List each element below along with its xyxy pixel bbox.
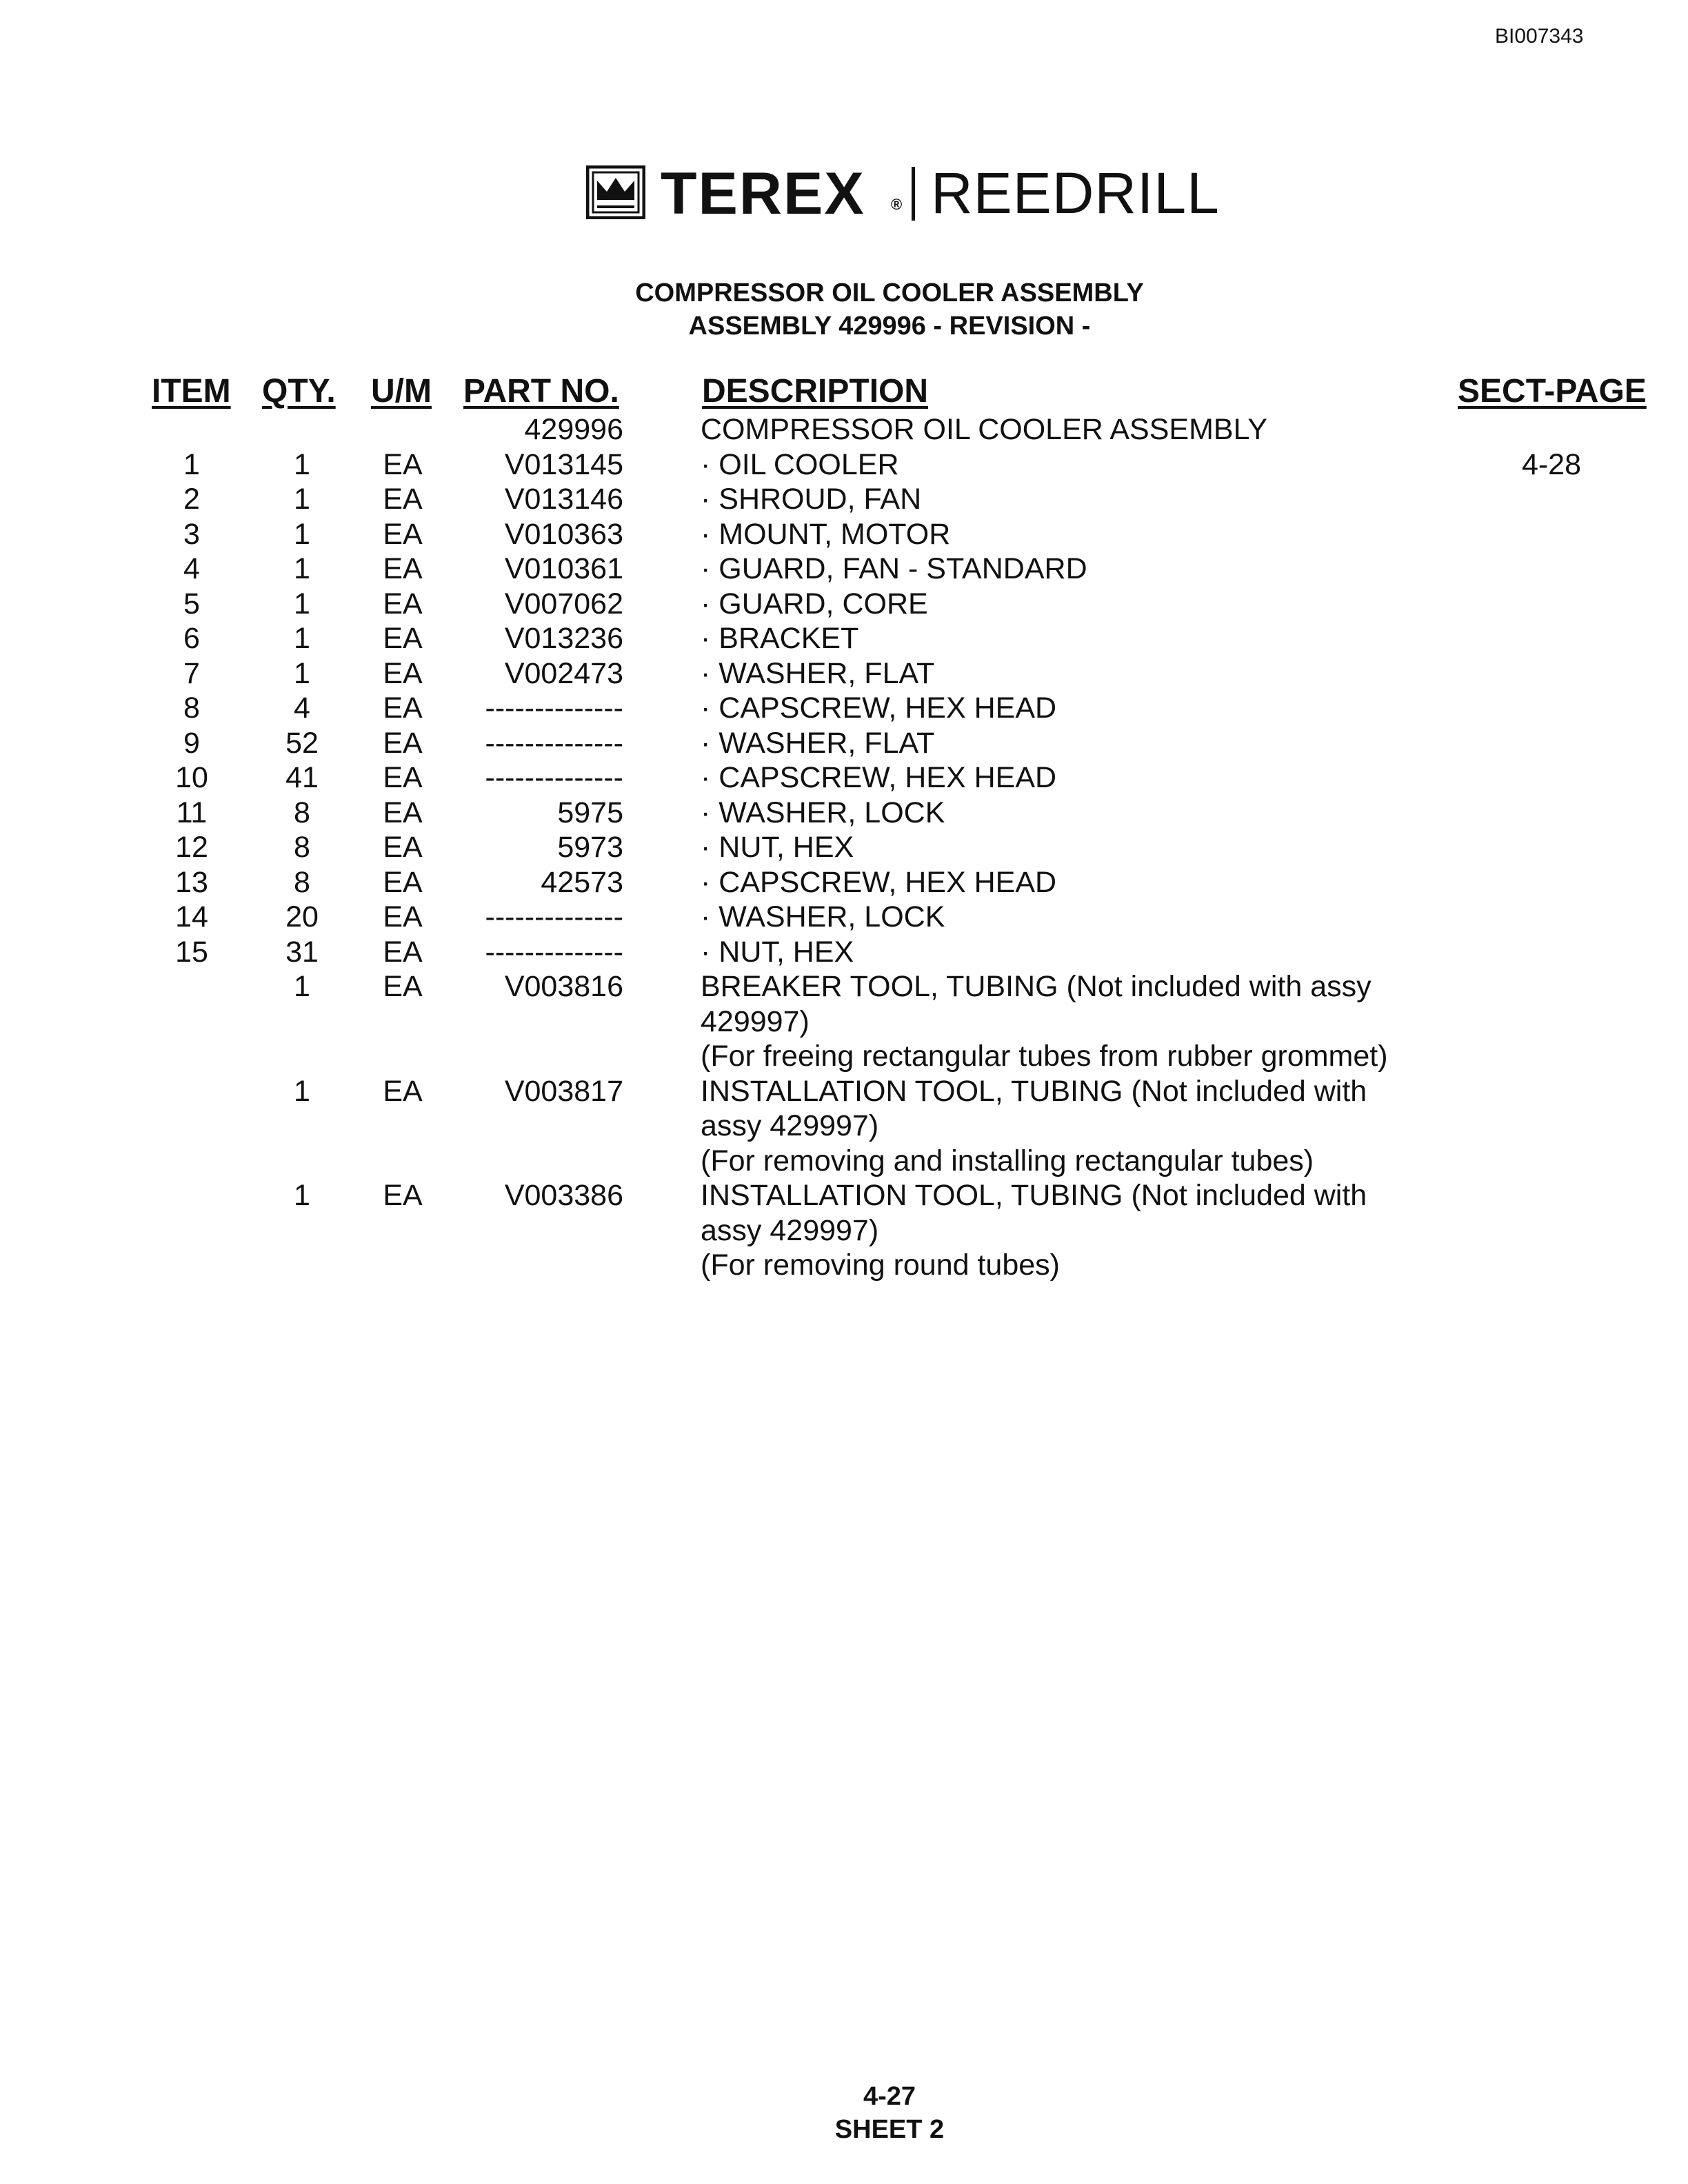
- page-number: 4-27: [863, 2082, 916, 2111]
- item-number: 10: [175, 761, 208, 794]
- part-number: --------------: [485, 935, 623, 969]
- table-row: [0, 830, 1688, 865]
- part-number: V003816: [504, 970, 623, 1003]
- description: [701, 935, 1431, 970]
- sect-page: [1483, 552, 1620, 587]
- quantity: 1: [294, 656, 310, 690]
- table-row: [0, 587, 1688, 622]
- column-header-part-no: PART NO.: [463, 373, 619, 410]
- description-line: COMPRESSOR OIL COOLER ASSEMBLY: [701, 413, 1267, 446]
- unit-of-measure: EA: [383, 935, 423, 969]
- description-line: BREAKER TOOL, TUBING (Not included with assy: [701, 970, 1372, 1003]
- item-number: [150, 1178, 233, 1213]
- quantity: 8: [294, 796, 310, 829]
- description: [701, 691, 1431, 726]
- description-line: · NUT, HEX: [701, 935, 854, 969]
- item-number: 6: [183, 622, 200, 655]
- table-row: [0, 621, 1688, 656]
- description: [701, 447, 1431, 483]
- quantity: 20: [285, 900, 319, 933]
- part-number: V003817: [504, 1074, 623, 1108]
- item-number: 5: [183, 587, 200, 620]
- quantity: 1: [294, 622, 310, 655]
- unit-of-measure: EA: [383, 517, 423, 551]
- sect-page: [1483, 1178, 1620, 1213]
- description: [701, 1074, 1431, 1179]
- unit-of-measure: EA: [383, 1074, 423, 1108]
- sect-page: [1483, 656, 1620, 691]
- sect-page: [1483, 726, 1620, 761]
- table-row: [0, 726, 1688, 761]
- table-row: [0, 760, 1688, 796]
- assembly-revision: ASSEMBLY 429996 - REVISION -: [688, 312, 1091, 341]
- description-line: · SHROUD, FAN: [701, 483, 922, 516]
- quantity: 1: [294, 587, 310, 620]
- part-number: 5973: [557, 831, 623, 864]
- column-header-um: U/M: [371, 373, 432, 410]
- table-row: [0, 517, 1688, 552]
- item-number: 13: [175, 865, 208, 899]
- table-row: [0, 969, 1688, 1074]
- parts-list: [0, 412, 1688, 1283]
- item-number: 2: [183, 483, 200, 516]
- quantity: 1: [294, 517, 310, 551]
- sect-page: [1483, 621, 1620, 656]
- unit-of-measure: EA: [383, 656, 423, 690]
- description-line: · OIL COOLER: [701, 447, 899, 481]
- table-row: [0, 796, 1688, 831]
- description-line: · WASHER, FLAT: [701, 726, 935, 760]
- item-number: 9: [183, 726, 200, 760]
- quantity: 1: [294, 447, 310, 481]
- description-line: INSTALLATION TOOL, TUBING (Not included with: [701, 1074, 1367, 1108]
- sect-page: 4-28: [1521, 447, 1582, 481]
- unit-of-measure: EA: [383, 483, 423, 516]
- description-line: · CAPSCREW, HEX HEAD: [701, 865, 1057, 899]
- quantity: 1: [294, 1179, 310, 1212]
- quantity: 31: [285, 935, 319, 969]
- part-number: V002473: [504, 656, 623, 690]
- terex-emblem-icon: [586, 165, 645, 219]
- sect-page: [1483, 587, 1620, 622]
- description: [701, 621, 1431, 656]
- unit-of-measure: EA: [383, 691, 423, 725]
- description-line: (For freeing rectangular tubes from rubber grommet): [701, 1040, 1388, 1073]
- description: [701, 760, 1431, 796]
- item-number: 15: [175, 935, 208, 969]
- description-line: · BRACKET: [701, 622, 859, 655]
- table-row: [0, 656, 1688, 691]
- brand-name: TEREX: [661, 161, 865, 227]
- part-number: --------------: [485, 761, 623, 794]
- quantity: 41: [285, 761, 319, 794]
- description: [701, 587, 1431, 622]
- column-header-item: ITEM: [152, 373, 231, 410]
- unit-of-measure: EA: [383, 622, 423, 655]
- description-line: (For removing and installing rectangular tubes): [701, 1144, 1314, 1177]
- description: [701, 726, 1431, 761]
- part-number: V013145: [504, 447, 623, 481]
- part-number: 5975: [557, 796, 623, 829]
- quantity: 52: [285, 726, 319, 760]
- item-number: 8: [183, 691, 200, 725]
- unit-of-measure: EA: [383, 796, 423, 829]
- document-title: COMPRESSOR OIL COOLER ASSEMBLY: [635, 279, 1144, 307]
- quantity: 1: [294, 1074, 310, 1108]
- part-number: V003386: [504, 1179, 623, 1212]
- quantity: 1: [294, 970, 310, 1003]
- description-line: INSTALLATION TOOL, TUBING (Not included with: [701, 1179, 1367, 1212]
- item-number: [150, 412, 233, 447]
- item-number: 14: [175, 900, 208, 933]
- brand-separator: [912, 167, 915, 221]
- item-number: [150, 1074, 233, 1109]
- description-line: · WASHER, LOCK: [701, 900, 945, 933]
- item-number: 11: [176, 796, 208, 829]
- table-row: [0, 1178, 1688, 1283]
- description-line: · GUARD, FAN - STANDARD: [701, 552, 1087, 585]
- document-id: BI007343: [1495, 25, 1584, 48]
- description: [701, 482, 1431, 517]
- brand-division: REEDRILL: [931, 161, 1220, 225]
- unit-of-measure: EA: [383, 900, 423, 933]
- description: [701, 796, 1431, 831]
- item-number: 4: [183, 552, 200, 585]
- part-number: --------------: [485, 900, 623, 933]
- unit-of-measure: EA: [383, 865, 423, 899]
- sect-page: [1483, 412, 1620, 447]
- quantity: 8: [294, 831, 310, 864]
- item-number: 3: [183, 517, 200, 551]
- description-line: · WASHER, FLAT: [701, 656, 935, 690]
- unit-of-measure: EA: [383, 970, 423, 1003]
- quantity: 8: [294, 865, 310, 899]
- unit-of-measure: EA: [383, 587, 423, 620]
- description: [701, 830, 1431, 865]
- sect-page: [1483, 900, 1620, 935]
- description-line: assy 429997): [701, 1213, 879, 1247]
- description-line: · CAPSCREW, HEX HEAD: [701, 691, 1057, 725]
- brand-logo: [0, 161, 1688, 227]
- description-line: · GUARD, CORE: [701, 587, 928, 620]
- quantity: 4: [294, 691, 310, 725]
- part-number: --------------: [485, 726, 623, 760]
- description-line: · CAPSCREW, HEX HEAD: [701, 761, 1057, 794]
- sect-page: [1483, 969, 1620, 1004]
- column-header-sect-page: SECT-PAGE: [1458, 373, 1647, 410]
- description-line: · NUT, HEX: [701, 831, 854, 864]
- sheet-number: SHEET 2: [834, 2115, 945, 2144]
- description-line: · WASHER, LOCK: [701, 796, 945, 829]
- quantity: [261, 412, 343, 447]
- part-number: V007062: [504, 587, 623, 620]
- table-row: [0, 865, 1688, 900]
- sect-page: [1483, 517, 1620, 552]
- unit-of-measure: EA: [383, 761, 423, 794]
- description: [701, 656, 1431, 691]
- part-number: V013236: [504, 622, 623, 655]
- description: [701, 552, 1431, 587]
- table-row: [0, 1074, 1688, 1179]
- description-line: 429997): [701, 1004, 810, 1038]
- sect-page: [1483, 1074, 1620, 1109]
- description: [701, 1178, 1431, 1283]
- description: [701, 969, 1431, 1074]
- sect-page: [1483, 935, 1620, 970]
- unit-of-measure: EA: [383, 447, 423, 481]
- description-line: assy 429997): [701, 1109, 879, 1142]
- description: [701, 900, 1431, 935]
- column-header-description: DESCRIPTION: [702, 373, 929, 410]
- table-row: [0, 935, 1688, 970]
- unit-of-measure: EA: [383, 552, 423, 585]
- description: [701, 412, 1431, 447]
- item-number: 12: [175, 831, 208, 864]
- description-line: (For removing round tubes): [701, 1248, 1060, 1282]
- sect-page: [1483, 691, 1620, 726]
- item-number: [150, 969, 233, 1004]
- part-number: --------------: [485, 691, 623, 725]
- item-number: 1: [183, 447, 200, 481]
- unit-of-measure: EA: [383, 831, 423, 864]
- part-number: 42573: [541, 865, 623, 899]
- sect-page: [1483, 796, 1620, 831]
- table-row: [0, 552, 1688, 587]
- sect-page: [1483, 760, 1620, 796]
- description-line: · MOUNT, MOTOR: [701, 517, 951, 551]
- part-number: V013146: [504, 483, 623, 516]
- part-number: 429996: [524, 413, 623, 446]
- description: [701, 865, 1431, 900]
- table-row: [0, 482, 1688, 517]
- sect-page: [1483, 865, 1620, 900]
- table-row: [0, 691, 1688, 726]
- table-row: [0, 900, 1688, 935]
- unit-of-measure: EA: [383, 726, 423, 760]
- quantity: 1: [294, 483, 310, 516]
- table-row: [0, 412, 1688, 447]
- registered-mark: ®: [891, 196, 903, 213]
- description: [701, 517, 1431, 552]
- part-number: V010361: [504, 552, 623, 585]
- sect-page: [1483, 830, 1620, 865]
- table-row: [0, 447, 1688, 483]
- unit-of-measure: EA: [383, 1179, 423, 1212]
- part-number: V010363: [504, 517, 623, 551]
- item-number: 7: [183, 656, 200, 690]
- sect-page: [1483, 482, 1620, 517]
- quantity: 1: [294, 552, 310, 585]
- column-header-qty: QTY.: [262, 373, 336, 410]
